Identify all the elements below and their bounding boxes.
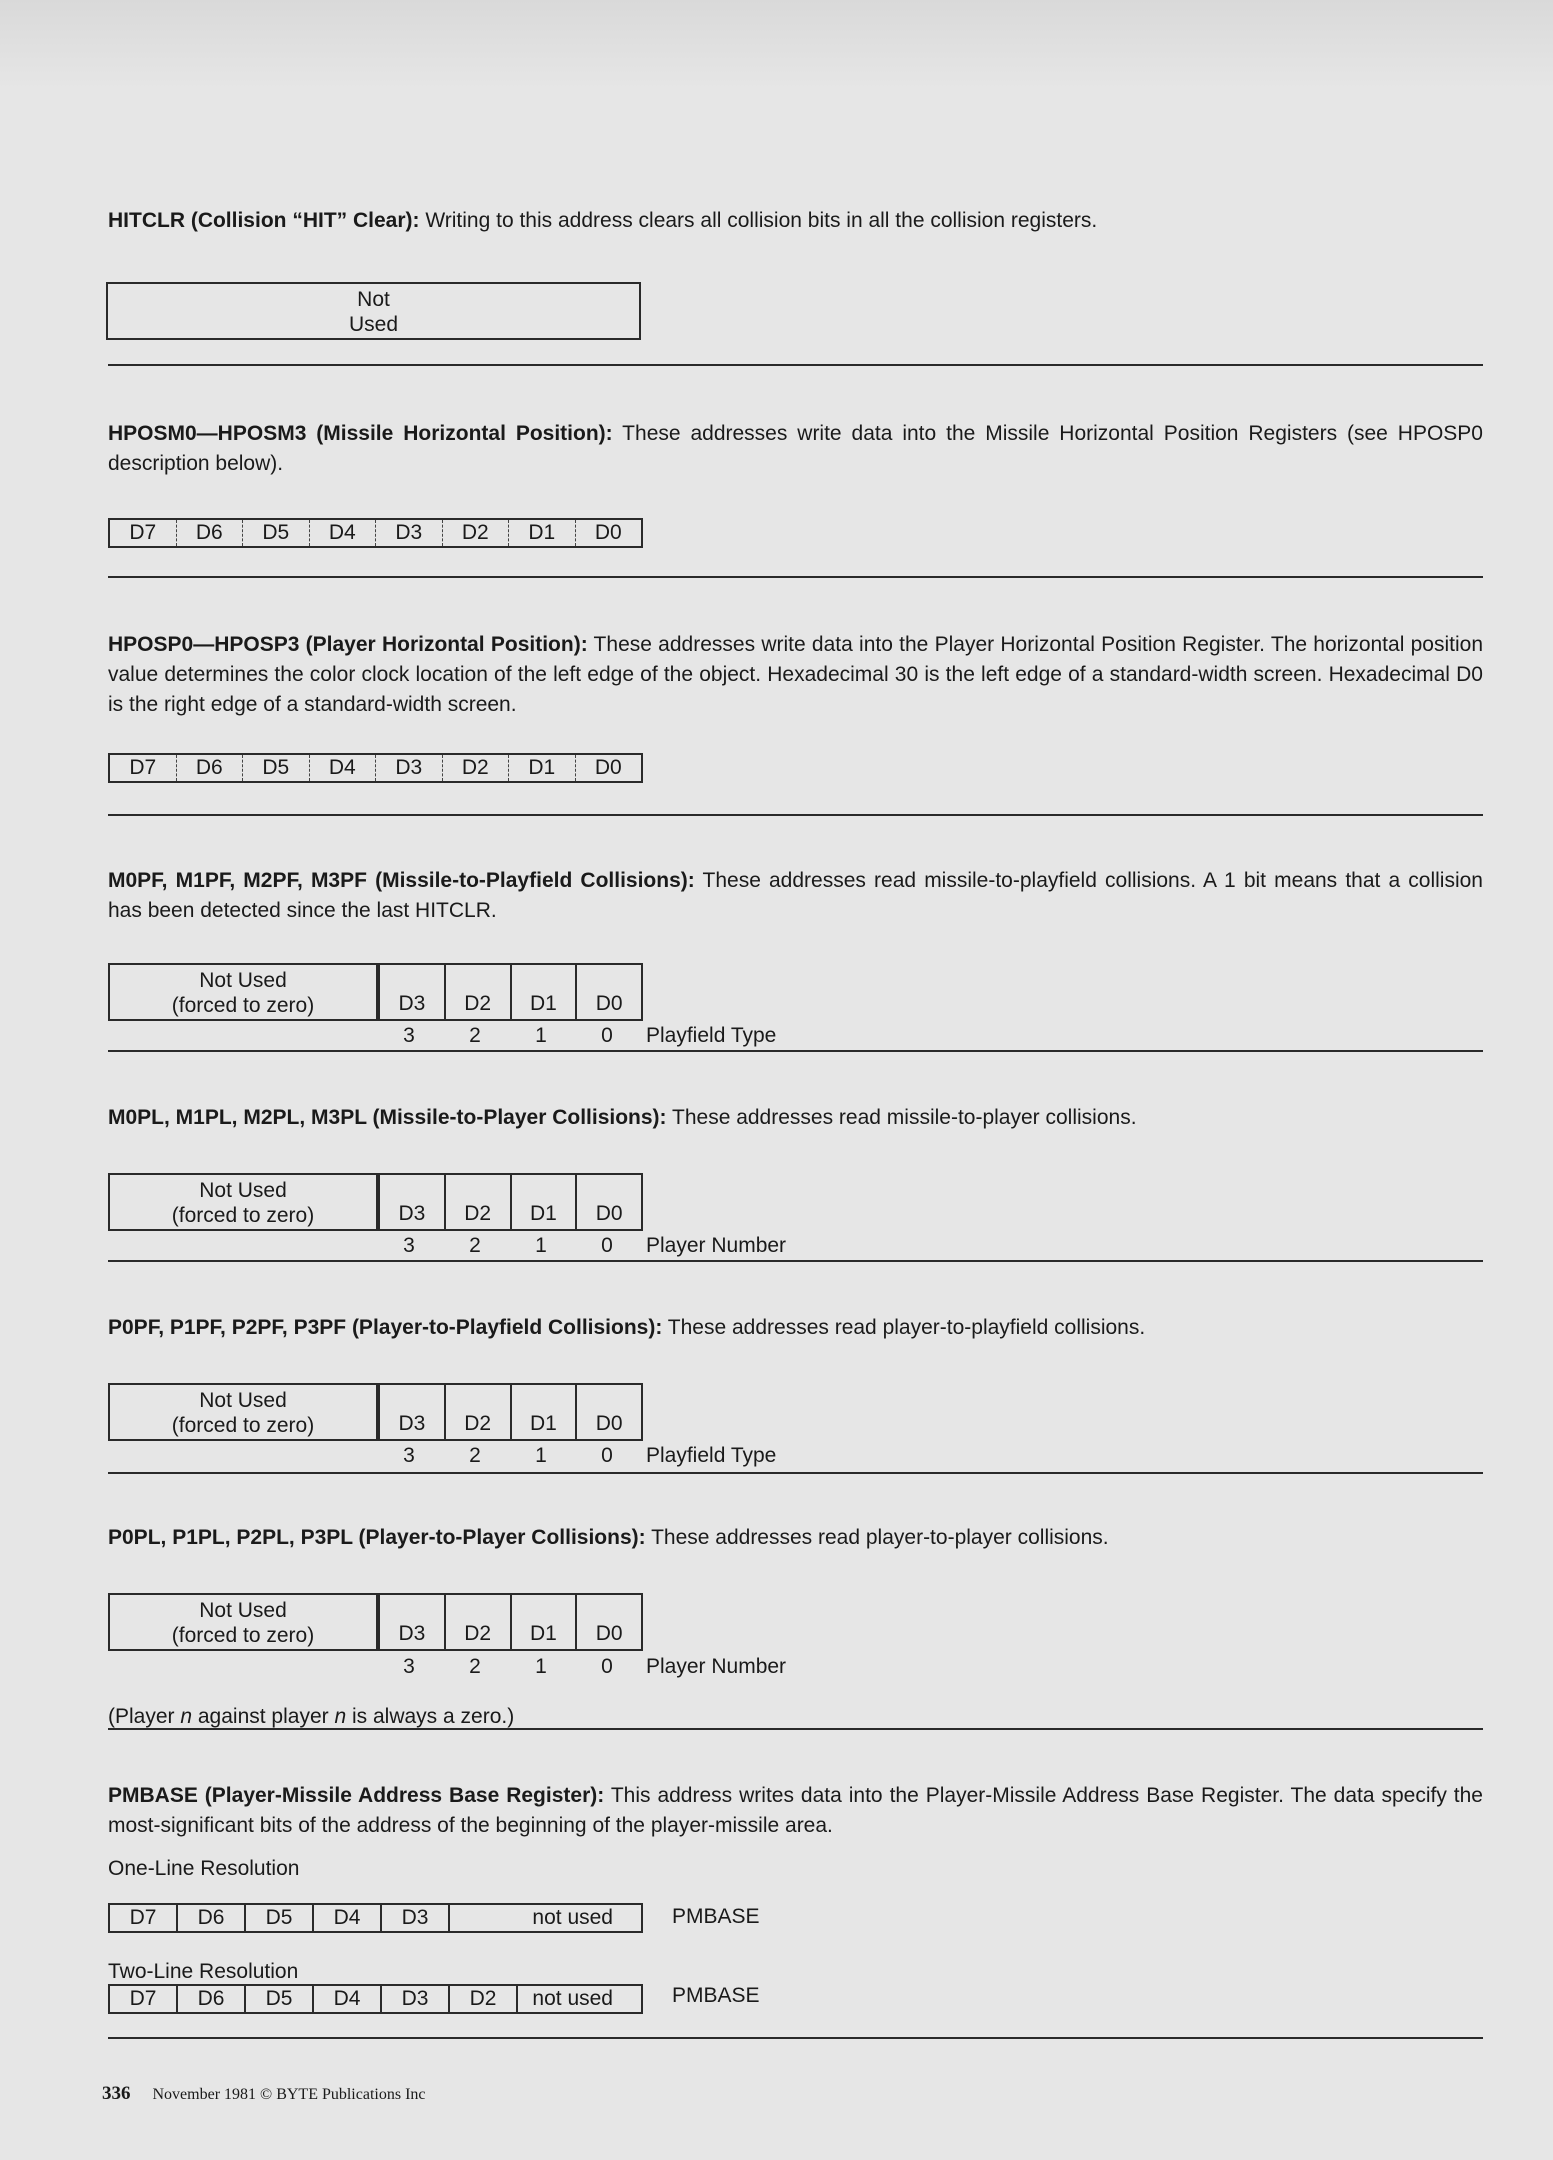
- hposp-section: [108, 630, 1483, 720]
- note-italic: n: [334, 1705, 347, 1728]
- divider: [108, 2037, 1483, 2039]
- bit-cells: [376, 1173, 643, 1231]
- bit-cell: D3: [375, 755, 442, 781]
- bit-number: 2: [469, 1234, 481, 1257]
- ppl-note: [108, 1705, 514, 1729]
- bit-number: 3: [403, 1444, 415, 1467]
- legend-label: Player Number: [646, 1655, 787, 1678]
- hitclr-description: [108, 206, 1483, 236]
- pmbase-text: This address writes data into the Player-Missile Address Base Register. The data specify the most-significant bits of the address of the beginning of the player-missile area.: [108, 1784, 1483, 1837]
- bit-cell: D2: [442, 755, 509, 781]
- bit-cell: D4: [309, 520, 376, 546]
- bit-cell: D3: [375, 520, 442, 546]
- bit-cell: D0: [575, 1595, 641, 1649]
- bit-number: 0: [601, 1234, 613, 1257]
- ppf-text: These addresses read player-to-playfield collisions.: [662, 1316, 1146, 1339]
- note-text: is always a zero.): [346, 1705, 515, 1728]
- bit-number: 2: [469, 1024, 481, 1047]
- mpl-section: [108, 1103, 1483, 1133]
- not-used-cell: not used: [532, 1987, 613, 2010]
- footer-credit: November 1981 © BYTE Publications Inc: [152, 2086, 426, 2103]
- hitclr-register: [106, 282, 641, 340]
- forced-zero-label: (forced to zero): [171, 1414, 315, 1437]
- bit-cell: D2: [442, 520, 509, 546]
- bit-number: 3: [403, 1655, 415, 1678]
- pmbase-description: [108, 1781, 1483, 1841]
- bit-number: 1: [535, 1655, 547, 1678]
- bit-cell: D0: [575, 1175, 641, 1229]
- hposm-term: HPOSM0—HPOSM3 (Missile Horizontal Position):: [108, 422, 613, 445]
- pmbase-section: [108, 1781, 1483, 1841]
- bit-cell: D1: [508, 755, 575, 781]
- bit-cell: D1: [510, 1175, 576, 1229]
- bit-number: 0: [601, 1655, 613, 1678]
- divider: [108, 364, 1483, 366]
- not-used-cell: not used: [532, 1906, 613, 1929]
- bit-cell: D5: [246, 1986, 314, 2012]
- hposm-text: These addresses write data into the Missile Horizontal Position Registers (see HPOSP0 description below).: [108, 422, 1483, 475]
- bit-cell: D2: [444, 1175, 510, 1229]
- not-used-field: [108, 1593, 376, 1651]
- mpf-text: These addresses read missile-to-playfield collisions. A 1 bit means that a collision has been detected since the last HITCLR.: [108, 869, 1483, 922]
- not-used-label: Not Used: [199, 1179, 287, 1202]
- divider: [108, 1260, 1483, 1262]
- ppf-description: [108, 1313, 1483, 1343]
- bit-cell: D3: [378, 1175, 444, 1229]
- bit-cell: D5: [242, 520, 309, 546]
- pmbase-term: PMBASE (Player-Missile Address Base Register):: [108, 1784, 605, 1807]
- mpl-register: [108, 1173, 643, 1231]
- not-used-label: Not Used: [199, 1599, 287, 1622]
- bit-cell: D2: [444, 1595, 510, 1649]
- mpl-text: These addresses read missile-to-player collisions.: [666, 1106, 1137, 1129]
- bit-cells: [376, 1383, 643, 1441]
- ppl-term: P0PL, P1PL, P2PL, P3PL (Player-to-Player Collisions):: [108, 1526, 646, 1549]
- ppl-section: [108, 1523, 1483, 1553]
- bit-number: 2: [469, 1444, 481, 1467]
- not-used-field: [108, 963, 376, 1021]
- ppf-section: [108, 1313, 1483, 1343]
- mpl-description: [108, 1103, 1483, 1133]
- ppl-legend: [376, 1655, 786, 1679]
- bit-cell: D2: [444, 1385, 510, 1439]
- hposp-register: [108, 753, 643, 783]
- hitclr-term: HITCLR (Collision “HIT” Clear):: [108, 209, 420, 232]
- mpf-register: [108, 963, 643, 1021]
- hposp-text: These addresses write data into the Player Horizontal Position Register. The horizontal position value determines the color clock location of the left edge of the object. Hexadecimal 30 is the left edge of a standard-width screen. Hexadecimal D0 is the right edge of a standard-width screen.: [108, 633, 1483, 716]
- divider: [108, 1472, 1483, 1474]
- hposp-term: HPOSP0—HPOSP3 (Player Horizontal Position):: [108, 633, 588, 656]
- note-text: (Player: [108, 1705, 181, 1728]
- mpl-term: M0PL, M1PL, M2PL, M3PL (Missile-to-Player Collisions):: [108, 1106, 667, 1129]
- bit-cell: D7: [129, 756, 157, 779]
- bit-number: 0: [601, 1024, 613, 1047]
- bit-number: 3: [403, 1024, 415, 1047]
- bit-cell: D6: [176, 755, 243, 781]
- hitclr-box-line2: Used: [348, 313, 399, 336]
- bit-cell: D0: [575, 1385, 641, 1439]
- pmbase-name: PMBASE: [672, 1905, 760, 1928]
- hitclr-section: [108, 206, 1483, 236]
- hposp-description: [108, 630, 1483, 720]
- not-used-label: Not Used: [199, 1389, 287, 1412]
- bit-cell: D7: [129, 521, 157, 544]
- one-line-label: One-Line Resolution: [108, 1857, 300, 1880]
- mpf-legend: [376, 1024, 776, 1048]
- legend-label: Playfield Type: [646, 1444, 777, 1467]
- bit-cell: D2: [450, 1986, 518, 2012]
- bit-cell: D3: [382, 1905, 450, 1931]
- bit-cells: [376, 963, 643, 1021]
- mpf-term: M0PF, M1PF, M2PF, M3PF (Missile-to-Playfield Collisions):: [108, 869, 695, 892]
- page-number: 336: [102, 2083, 131, 2104]
- bit-cell: D3: [378, 1385, 444, 1439]
- one-line-register: [108, 1903, 643, 1933]
- bit-cell: D5: [242, 755, 309, 781]
- bit-cell: D7: [110, 1905, 178, 1931]
- mpf-description: [108, 866, 1483, 926]
- not-used-label: Not Used: [199, 969, 287, 992]
- bit-cell: D1: [508, 520, 575, 546]
- bit-cell: D3: [378, 965, 444, 1019]
- bit-cell: D1: [510, 965, 576, 1019]
- bit-cell: D1: [510, 1595, 576, 1649]
- bit-cell: D6: [178, 1986, 246, 2012]
- not-used-field: [108, 1173, 376, 1231]
- page-footer: [102, 2083, 426, 2105]
- mpf-section: [108, 866, 1483, 926]
- forced-zero-label: (forced to zero): [171, 1204, 315, 1227]
- note-italic: n: [180, 1705, 193, 1728]
- divider: [108, 576, 1483, 578]
- hitclr-text: Writing to this address clears all collision bits in all the collision registers.: [419, 209, 1098, 232]
- two-line-register: [108, 1984, 643, 2014]
- hposm-description: [108, 419, 1483, 479]
- bit-cell: D7: [110, 1986, 178, 2012]
- bit-cell: D2: [444, 965, 510, 1019]
- note-text: against player: [192, 1705, 335, 1728]
- ppl-description: [108, 1523, 1483, 1553]
- divider: [108, 814, 1483, 816]
- bit-cell: D5: [246, 1905, 314, 1931]
- hposm-register: [108, 518, 643, 548]
- ppl-text: These addresses read player-to-player collisions.: [645, 1526, 1109, 1549]
- bit-cell: D0: [575, 520, 642, 546]
- pmbase-name: PMBASE: [672, 1984, 760, 2007]
- bit-number: 1: [535, 1444, 547, 1467]
- ppl-register: [108, 1593, 643, 1651]
- forced-zero-label: (forced to zero): [171, 994, 315, 1017]
- ppf-register: [108, 1383, 643, 1441]
- bit-cell: D3: [378, 1595, 444, 1649]
- divider: [108, 1728, 1483, 1730]
- forced-zero-label: (forced to zero): [171, 1624, 315, 1647]
- bit-number: 1: [535, 1024, 547, 1047]
- bit-cell: D0: [575, 755, 642, 781]
- bit-number: 1: [535, 1234, 547, 1257]
- legend-label: Player Number: [646, 1234, 787, 1257]
- ppf-legend: [376, 1444, 776, 1468]
- bit-number: 0: [601, 1444, 613, 1467]
- bit-cell: D1: [510, 1385, 576, 1439]
- bit-cell: D4: [314, 1986, 382, 2012]
- bit-cells: [376, 1593, 643, 1651]
- bit-cell: D6: [178, 1905, 246, 1931]
- legend-label: Playfield Type: [646, 1024, 777, 1047]
- ppf-term: P0PF, P1PF, P2PF, P3PF (Player-to-Playfield Collisions):: [108, 1316, 663, 1339]
- bit-cell: D4: [309, 755, 376, 781]
- hposm-section: [108, 419, 1483, 479]
- not-used-field: [108, 1383, 376, 1441]
- bit-number: 2: [469, 1655, 481, 1678]
- two-line-label: Two-Line Resolution: [108, 1960, 299, 1983]
- bit-cell: D4: [314, 1905, 382, 1931]
- bit-number: 3: [403, 1234, 415, 1257]
- bit-cell: D0: [575, 965, 641, 1019]
- divider: [108, 1050, 1483, 1052]
- hitclr-box-line1: Not: [357, 288, 390, 311]
- scan-top-shadow: [0, 0, 1553, 90]
- bit-cell: D6: [176, 520, 243, 546]
- mpl-legend: [376, 1234, 786, 1258]
- bit-cell: D3: [382, 1986, 450, 2012]
